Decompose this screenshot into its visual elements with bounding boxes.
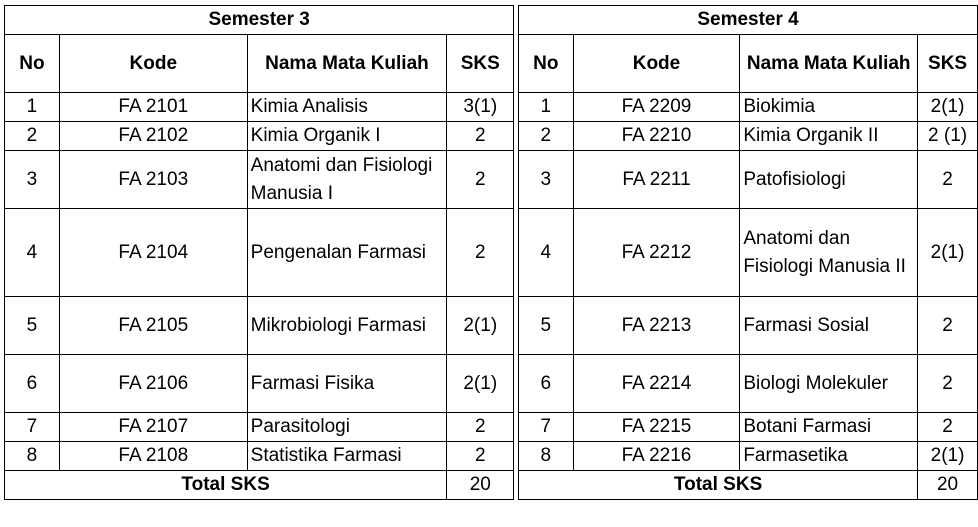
cell-no: 4 — [5, 209, 60, 297]
cell-kode: FA 2101 — [59, 93, 247, 122]
header-no: No — [5, 35, 60, 93]
table-row — [5, 413, 514, 442]
table-row — [5, 355, 514, 413]
table-row — [5, 93, 514, 122]
cell-kode: FA 2214 — [573, 355, 740, 413]
table-row — [519, 93, 978, 122]
cell-no: 3 — [519, 151, 574, 209]
table-row — [5, 442, 514, 471]
header-kode: Kode — [59, 35, 247, 93]
cell-kode: FA 2216 — [573, 442, 740, 471]
cell-nama: Biologi Molekuler — [740, 355, 918, 413]
total-sks-value: 20 — [918, 471, 978, 500]
cell-no: 6 — [519, 355, 574, 413]
cell-no: 2 — [5, 122, 60, 151]
header-no: No — [519, 35, 574, 93]
table-row — [519, 122, 978, 151]
cell-no: 7 — [519, 413, 574, 442]
table-row — [519, 297, 978, 355]
cell-nama: Kimia Organik I — [247, 122, 447, 151]
cell-nama: Mikrobiologi Farmasi — [247, 297, 447, 355]
cell-sks: 2(1) — [918, 209, 978, 297]
cell-no: 4 — [519, 209, 574, 297]
total-sks-label: Total SKS — [5, 471, 447, 500]
cell-nama: Kimia Organik II — [740, 122, 918, 151]
table-row — [5, 209, 514, 297]
cell-nama: Anatomi dan Fisiologi Manusia II — [740, 209, 918, 297]
cell-nama: Parasitologi — [247, 413, 447, 442]
cell-nama: Kimia Analisis — [247, 93, 447, 122]
cell-kode: FA 2103 — [59, 151, 247, 209]
cell-no: 7 — [5, 413, 60, 442]
cell-sks: 2(1) — [918, 442, 978, 471]
cell-nama: Farmasetika — [740, 442, 918, 471]
cell-no: 8 — [519, 442, 574, 471]
cell-sks: 2 — [447, 122, 514, 151]
table-row — [519, 355, 978, 413]
cell-kode: FA 2211 — [573, 151, 740, 209]
cell-nama: Botani Farmasi — [740, 413, 918, 442]
cell-kode: FA 2106 — [59, 355, 247, 413]
cell-kode: FA 2209 — [573, 93, 740, 122]
table-row — [5, 297, 514, 355]
cell-kode: FA 2215 — [573, 413, 740, 442]
header-kode: Kode — [573, 35, 740, 93]
cell-nama: Farmasi Sosial — [740, 297, 918, 355]
curriculum-tables — [4, 5, 978, 500]
cell-nama: Biokimia — [740, 93, 918, 122]
cell-kode: FA 2104 — [59, 209, 247, 297]
semester-4-table — [518, 5, 978, 500]
cell-sks: 2(1) — [447, 355, 514, 413]
header-nama: Nama Mata Kuliah — [247, 35, 447, 93]
table-row — [519, 151, 978, 209]
semester-3-table — [4, 5, 514, 500]
total-sks-value: 20 — [447, 471, 514, 500]
cell-sks: 2 — [447, 151, 514, 209]
table-row — [5, 122, 514, 151]
cell-no: 8 — [5, 442, 60, 471]
cell-sks: 2 — [447, 209, 514, 297]
cell-nama: Pengenalan Farmasi — [247, 209, 447, 297]
table-row — [519, 209, 978, 297]
cell-sks: 2 — [447, 413, 514, 442]
cell-no: 6 — [5, 355, 60, 413]
semester-3-title: Semester 3 — [5, 6, 514, 35]
header-nama: Nama Mata Kuliah — [740, 35, 918, 93]
header-sks: SKS — [447, 35, 514, 93]
semester-4-title: Semester 4 — [519, 6, 978, 35]
cell-nama: Statistika Farmasi — [247, 442, 447, 471]
cell-kode: FA 2102 — [59, 122, 247, 151]
table-row — [519, 413, 978, 442]
cell-no: 2 — [519, 122, 574, 151]
cell-kode: FA 2213 — [573, 297, 740, 355]
cell-kode: FA 2210 — [573, 122, 740, 151]
table-row — [519, 442, 978, 471]
cell-sks: 2(1) — [447, 297, 514, 355]
cell-nama: Patofisiologi — [740, 151, 918, 209]
cell-sks: 2 (1) — [918, 122, 978, 151]
cell-sks: 2 — [447, 442, 514, 471]
cell-sks: 2 — [918, 151, 978, 209]
header-sks: SKS — [918, 35, 978, 93]
cell-sks: 2 — [918, 297, 978, 355]
cell-sks: 2 — [918, 413, 978, 442]
table-row — [5, 151, 514, 209]
cell-no: 5 — [5, 297, 60, 355]
cell-sks: 2 — [918, 355, 978, 413]
cell-nama: Farmasi Fisika — [247, 355, 447, 413]
cell-sks: 3(1) — [447, 93, 514, 122]
cell-no: 3 — [5, 151, 60, 209]
cell-nama: Anatomi dan Fisiologi Manusia I — [247, 151, 447, 209]
cell-no: 1 — [519, 93, 574, 122]
cell-sks: 2(1) — [918, 93, 978, 122]
total-sks-label: Total SKS — [519, 471, 918, 500]
cell-no: 1 — [5, 93, 60, 122]
cell-kode: FA 2212 — [573, 209, 740, 297]
cell-kode: FA 2105 — [59, 297, 247, 355]
cell-no: 5 — [519, 297, 574, 355]
cell-kode: FA 2108 — [59, 442, 247, 471]
cell-kode: FA 2107 — [59, 413, 247, 442]
